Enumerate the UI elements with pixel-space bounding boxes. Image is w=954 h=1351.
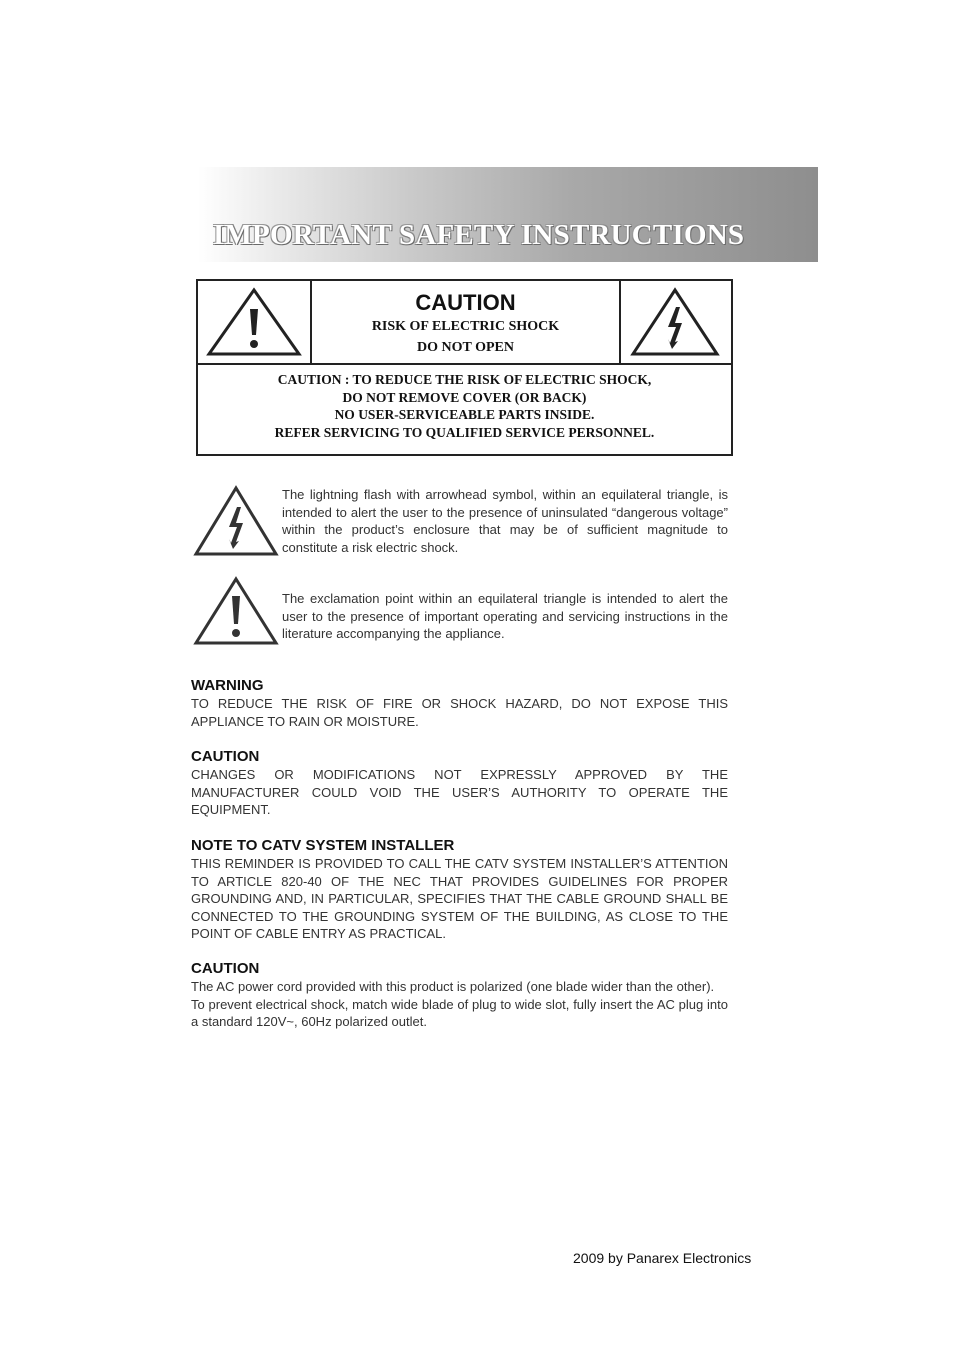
section-body: THIS REMINDER IS PROVIDED TO CALL THE CATV SYSTEM INSTALLER’S ATTENTION TO ARTICLE 820-40 OF THE NEC THAT PROVIDES GUIDELINES FOR PROPER GROUNDING AND, IN PARTICULAR, SPECIFIES THAT THE CABLE GROUND SHALL BE CONNECTED TO THE GROUNDING SYSTEM OF THE BUILDING, AS CLOSE TO THE POINT OF CABLE ENTRY AS PRACTICAL. — [191, 856, 728, 941]
lightning-triangle-icon — [630, 287, 720, 357]
warning-section — [191, 677, 728, 730]
section-heading: WARNING — [191, 677, 264, 694]
caution-label-notes — [198, 371, 731, 441]
section-body: The AC power cord provided with this product is polarized (one blade wider than the other). — [191, 979, 715, 994]
catv-installer-section — [191, 837, 728, 943]
exclamation-symbol-description: The exclamation point within an equilateral triangle is intended to alert the user to the presence of important operating and servicing instructions in the literature accompanying the appliance. — [282, 591, 728, 641]
caution-section-power-cord — [191, 960, 728, 1031]
caution-label-box — [196, 279, 733, 456]
caution-note-line: CAUTION : TO REDUCE THE RISK OF ELECTRIC SHOCK, — [277, 372, 652, 387]
section-heading: CAUTION — [191, 748, 260, 765]
exclamation-triangle-icon — [206, 287, 302, 357]
section-body: CHANGES OR MODIFICATIONS NOT EXPRESSLY APPROVED BY THE MANUFACTURER COULD VOID THE USER’S AUTHORITY TO OPERATE THE EQUIPMENT. — [191, 767, 728, 817]
caution-label-heading: CAUTION — [415, 290, 516, 315]
lightning-symbol-description: The lightning flash with arrowhead symbol, within an equilateral triangle, is intended to alert the user to the presence of uninsulated “dangerous voltage” within the product’s enclosure that may be of sufficient magnitude to constitute a risk electric shock. — [282, 487, 728, 555]
lightning-triangle-icon — [193, 485, 279, 557]
caution-label-center-cell — [312, 281, 619, 363]
caution-note-line: REFER SERVICING TO QUALIFIED SERVICE PERSONNEL. — [274, 424, 655, 440]
section-heading: CAUTION — [191, 960, 260, 977]
caution-section-modifications — [191, 748, 728, 819]
page-title: IMPORTANT SAFETY INSTRUCTIONS — [213, 219, 745, 251]
section-body: To prevent electrical shock, match wide blade of plug to wide slot, fully insert the AC plug into a standard 120V~, 60Hz polarized outlet. — [191, 996, 728, 1029]
header-banner — [198, 167, 818, 262]
caution-label-right-cell — [619, 281, 731, 363]
caution-label-top-row — [198, 281, 731, 365]
caution-label-left-cell — [198, 281, 312, 363]
exclamation-triangle-icon — [193, 576, 279, 646]
caution-label-line2: DO NOT OPEN — [417, 340, 514, 355]
caution-note-line: DO NOT REMOVE COVER (OR BACK) — [342, 389, 587, 405]
footer-copyright: 2009 by Panarex Electronics — [573, 1250, 752, 1266]
caution-note-line: NO USER-SERVICEABLE PARTS INSIDE. — [334, 407, 595, 422]
section-body: TO REDUCE THE RISK OF FIRE OR SHOCK HAZARD, DO NOT EXPOSE THIS APPLIANCE TO RAIN OR MOISTURE. — [191, 696, 728, 729]
section-heading: NOTE TO CATV SYSTEM INSTALLER — [191, 837, 455, 854]
caution-label-line1: RISK OF ELECTRIC SHOCK — [371, 319, 560, 334]
